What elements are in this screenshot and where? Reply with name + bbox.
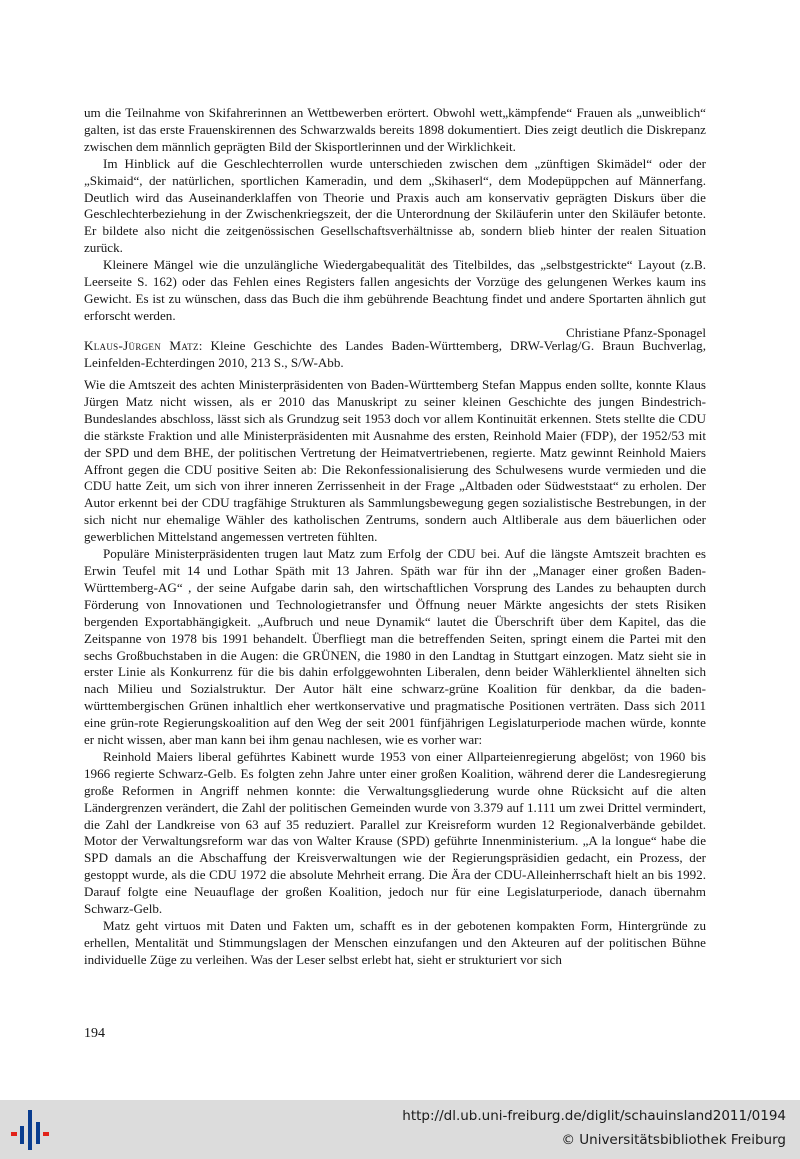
viewer-footer: [0, 1100, 800, 1159]
paragraph: um die Teilnahme von Skifahrerinnen an Wettbewerben erörtert. Obwohl wett„kämpfende“ Frauen als „unweiblich“ galten, ist das erste Frauenskirennen des Schwarzwalds bereits 1898 dokumentiert. Dies zeigt deutlich die Diskrepanz zwischen dem männlich geprägten Bild der Skisportlerinnen und der Wirklichkeit.: [84, 105, 706, 154]
book-details: : Kleine Geschichte des Landes Baden-Württemberg, DRW-Verlag/G. Braun Buchverlag, Leinfelden-Echterdingen 2010, 213 S., S/W-Abb.: [84, 338, 706, 370]
paragraph: Reinhold Maiers liberal geführtes Kabinett wurde 1953 von einer Allparteienregierung abgelöst; von 1960 bis 1966 regierte Schwarz-Gelb. Es folgten zehn Jahre unter einer großen Koalition, während derer die Landesregierung große Reformen in Angriff nehmen konnte: die Verwaltungsgliederung wurde ohne Rücksicht auf die alten Ländergrenzen verändert, die Zahl der politischen Gemeinden wurde von 3.379 auf 1.111 um zwei Drittel vermindert, die Zahl der Landkreise von 63 auf 35 reduziert. Parallel zur Kreisreform wurden 12 Regionalverbände gebildet. Motor der Verwaltungsreform war das von Walter Krause (SPD) geführte Innenministerium. „A la longue“ habe die SPD damals an die Abschaffung der Kreisverwaltungen wie der Regierungspräsidien gedacht, ein Prozess, der gestoppt wurde, als die CDU 1972 die absolute Mehrheit errang. Die Ära der CDU-Alleinherrschaft hielt an bis 1992. Darauf folgte eine Neuauflage der großen Koalition, jedoch nur für eine Legislaturperiode, danach übernahm Schwarz-Gelb.: [84, 748, 706, 917]
ub-freiburg-logo-icon: [8, 1108, 52, 1152]
copyright-notice: © Universitätsbibliothek Freiburg: [561, 1132, 786, 1148]
page-number: 194: [84, 1026, 105, 1041]
paragraph: Wie die Amtszeit des achten Ministerpräsidenten von Baden-Württemberg Stefan Mappus enden sollte, konnte Klaus Jürgen Matz nicht wissen, als er 2010 das Manuskript zu seiner kleinen Geschichte des jungen Bindestrich-Bundeslandes abschloss, lässt sich als Grundzug seit 1953 doch vor allem Kontinuität erkennen. Stets stellte die CDU die stärkste Fraktion und alle Ministerpräsidenten mit Ausnahme des ersten, Reinhold Maier (FDP), der 1952/53 mit der SPD und dem BHE, der politischen Vertretung der Heimatvertriebenen, regierte. Matz gewinnt Reinhold Maiers Affront gegen die CDU positive Seiten ab: Die Rekonfessionalisierung des Schulwesens wurde vermieden und die CDU hatte Zeit, um sich von ihrer inneren Zerrissenheit in der Frage „Altbaden oder Südweststaat“ zu erholen. Der Autor erkennt bei der CDU tragfähige Strukturen als Sammlungsbewegung gegen sozialistische Bestrebungen, in der sich nicht nur ehemalige Wähler des katholischen Zentrums, sondern auch Altliberale aus dem bäuerlichen oder gewerblichen Mittelstand angemessen vertreten fühlten.: [84, 377, 706, 545]
review-body: [84, 377, 706, 969]
paragraph: Populäre Ministerpräsidenten trugen laut Matz zum Erfolg der CDU bei. Auf die längste Amtszeit brachten es Erwin Teufel mit 14 und Lothar Späth mit 13 Jahren. Späth war für ihn der „Manager einer großen Baden-Württemberg-AG“ , der seine Aufgabe darin sah, den wirtschaftlichen Vorsprung des Landes zu behaupten durch Förderung von Innovationen und Technologietransfer und Öffnung neuer Märkte angesichts der stets Risiken bergenden Exportabhängigkeit. „Aufbruch und neue Dynamik“ lautet die Überschrift über dem Kapitel, das die Zeitspanne von 1978 bis 1991 behandelt. Überfliegt man die betreffenden Seiten, springt einem die Partei mit den sechs Großbuchstaben in die Augen: die GRÜNEN, die 1980 in den Landtag in Stuttgart einzogen. Matz sieht sie in erster Linie als Konkurrenz für die bis dahin erfolggewohnten Liberalen, denn beider Wählerklientel ähnelten sich nach Milieu und Sozialstruktur. Der Autor hält eine schwarz-grüne Koalition für denkbar, da die baden-württembergischen Grünen inhaltlich eher wertkonservative und pragmatische Positionen verträten. Dass sich 2011 eine grün-rote Regierungskoalition auf den Weg der seit 2001 fünfjährigen Legislaturperiode machen würde, konnte er nicht wissen, aber man kann bei ihm genau nachlesen, wie es vorher war:: [84, 546, 706, 748]
reviewer-signature: Christiane Pfanz-Sponagel: [566, 324, 706, 340]
bibliographic-entry: [84, 338, 706, 372]
paragraph: [84, 257, 706, 325]
book-author: Klaus-Jürgen Matz: [84, 338, 199, 353]
review-continuation: [84, 105, 706, 342]
paragraph-text: Kleinere Mängel wie die unzulängliche Wiedergabequalität des Titelbildes, das „selbstgestrickte“ Layout (z.B. Leerseite S. 162) oder das Fehlen eines Registers fallen angesichts der Vorzüge des gelungenen Werkes kaum ins Gewicht. Es ist zu wünschen, dass das Buch die ihm gebührende Beachtung findet und andere Sportarten ähnlich gut erforscht werden.: [84, 257, 706, 323]
biblio-line: [84, 338, 706, 372]
paragraph: Im Hinblick auf die Geschlechterrollen wurde unterschieden zwischen dem „zünftigen Skimädel“ oder der „Skimaid“, der natürlichen, sportlichen Kameradin, und dem „Skihaserl“, dem Modepüppchen auf Männerfang. Deutlich wird das Auseinanderklaffen von Theorie und Praxis auch am konservativ geprägten Diskurs über die Geschlechterbeziehung in der Zwischenkriegszeit, der die Unterordnung der Skiläuferin unter den Skiläufer betonte. Er bildete also nicht die zeitgenössischen Gesellschaftsverhältnisse ab, sondern blieb hinter der realen Situation zurück.: [84, 155, 706, 256]
permalink-url[interactable]: http://dl.ub.uni-freiburg.de/diglit/schauinsland2011/0194: [402, 1108, 786, 1124]
paragraph: Matz geht virtuos mit Daten und Fakten um, schafft es in der gebotenen kompakten Form, Hintergründe zu erhellen, Mentalität und Stimmungslagen der Menschen einzufangen und den Akteuren auf der politischen Bühne individuelle Züge zu verleihen. Was der Leser selbst erlebt hat, sieht er strukturiert vor sich: [84, 918, 706, 967]
